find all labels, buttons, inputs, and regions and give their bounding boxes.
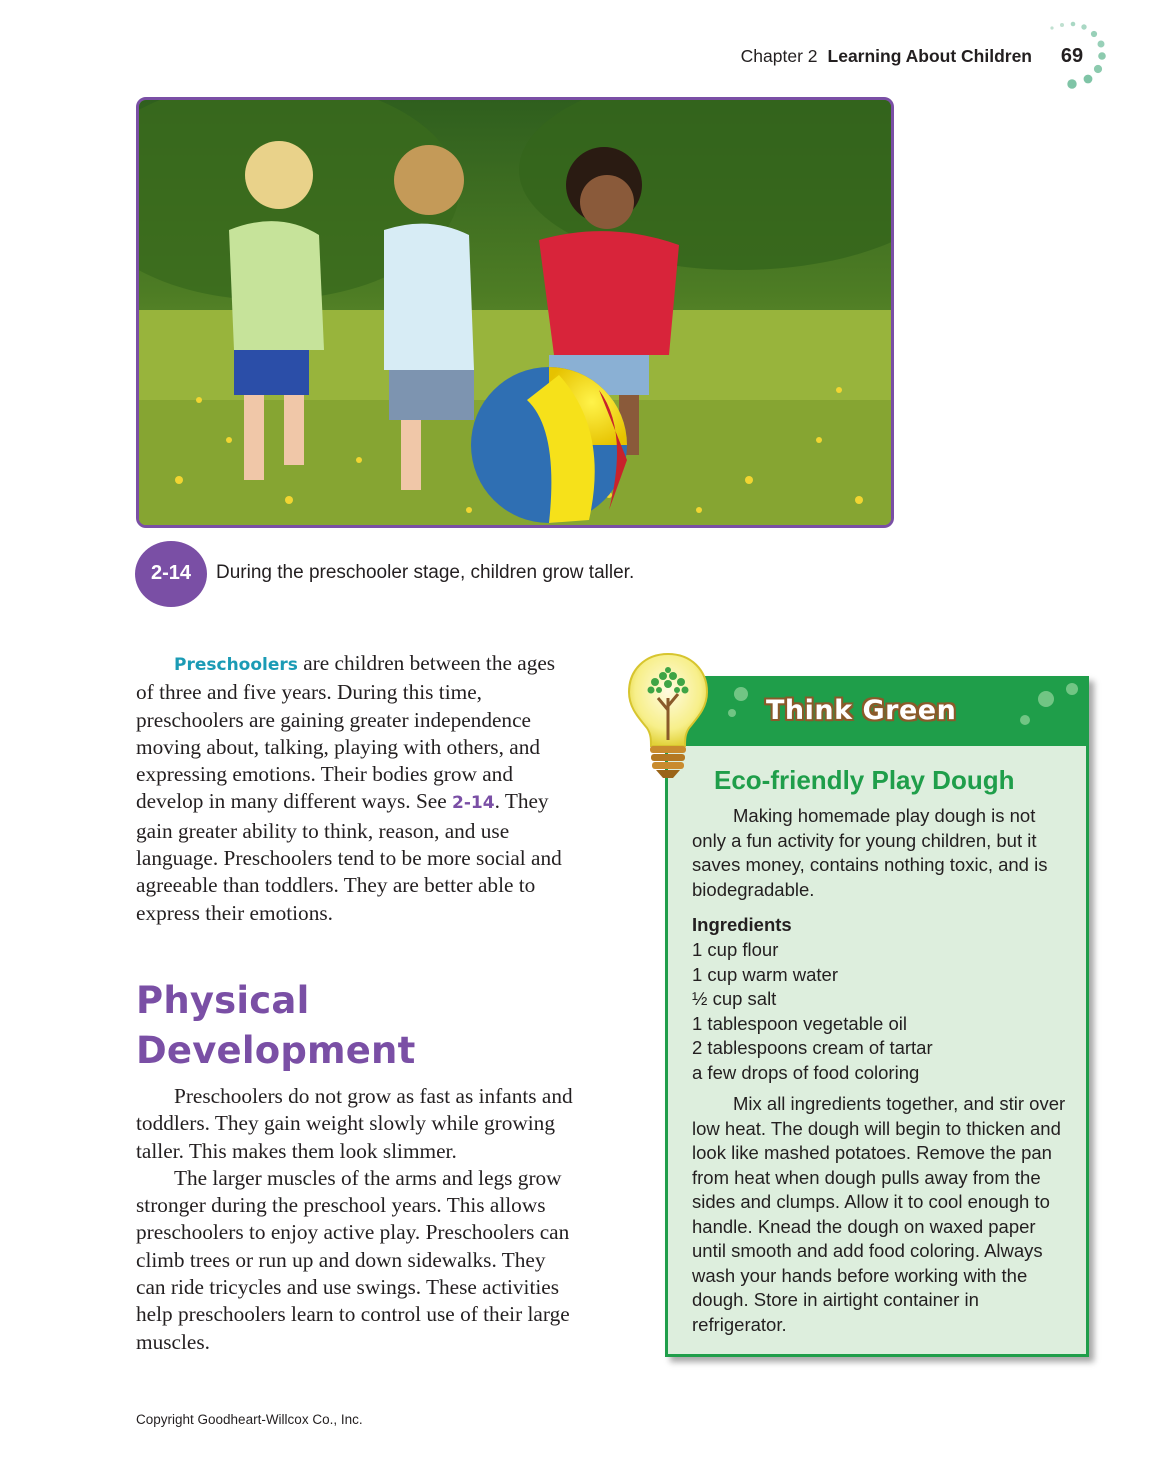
decorative-bubble [1020, 715, 1030, 725]
section-heading-line2: Development [136, 1029, 416, 1072]
ingredient-item: 1 cup warm water [692, 963, 838, 985]
ingredient-item: ½ cup salt [692, 988, 777, 1010]
ingredient-item: a few drops of food coloring [692, 1061, 920, 1083]
page-number: 69 [1060, 45, 1084, 67]
sidebar-intro-paragraph: Making homemade play dough is not only a fun activity for young children, but it saves money, contains nothing toxic, and is biodegradable. [692, 805, 1048, 900]
decorative-dot-ring [1040, 18, 1110, 98]
section-paragraph: The larger muscles of the arms and legs grow stronger during the preschool years. This allows preschoolers to enjoy active play. Preschoolers can climb trees or run up and down sidewalks. They can ride tricycles and use swings. These activities help preschoolers learn to control use of their large muscles. [136, 1165, 570, 1354]
section-heading [136, 976, 576, 1076]
ingredient-item: 1 cup flour [692, 939, 779, 960]
decorative-bubble [728, 709, 736, 717]
think-green-banner [668, 679, 1086, 746]
intro-paragraph [136, 650, 576, 927]
intro-text [136, 650, 576, 927]
intro-text-part1: are children between the ages of three and five years. During this time, preschoolers are gaining greater independence moving about, talking, playing with others, and expressing emotions. Their bodies grow and develop in many different ways. See [136, 651, 556, 814]
children-playing-photo [136, 97, 894, 528]
figure-number-badge [135, 541, 207, 607]
chapter-title: Learning About Children [827, 46, 1032, 66]
key-term: Preschoolers [174, 655, 298, 675]
figure-reference: 2-14 [452, 793, 495, 814]
chapter-label: Chapter 2 [740, 46, 818, 66]
photo-illustration [139, 100, 891, 525]
decorative-bubble [1038, 691, 1054, 707]
decorative-bubble [1066, 683, 1078, 695]
ingredient-item: 2 tablespoons cream of tartar [692, 1037, 933, 1059]
lightbulb-tree-icon [625, 650, 711, 782]
section-body [136, 1083, 576, 1356]
method-instructions [692, 1092, 1074, 1337]
method-paragraph: Mix all ingredients together, and stir over low heat. The dough will begin to thicken and look like mashed potatoes. Remove the pan from heat when dough pulls away from the sides and clumps. Allow it to cool enough to handle. Knead the dough on waxed paper until smooth and add food coloring. Always wash your hands before working with the dough. Store in airtight container in refrigerator. [692, 1093, 1066, 1335]
sidebar-title: Eco-friendly Play Dough [714, 765, 1015, 795]
ingredients-list [692, 938, 1074, 1086]
figure-number: 2-14 [150, 562, 192, 584]
decorative-bubble [734, 687, 748, 701]
running-header [741, 46, 1032, 72]
sidebar-intro [692, 804, 1074, 902]
intro-text-part2: . They gain greater ability to think, reason, and use language. Preschoolers tend to be more social and agreeable than toddlers. They are better able to express their emotions. [136, 789, 562, 925]
ingredient-item: 1 tablespoon vegetable oil [692, 1012, 907, 1034]
section-heading-line1: Physical [136, 979, 310, 1022]
ingredients-heading: Ingredients [692, 914, 792, 935]
think-green-label: Think Green [766, 695, 957, 726]
figure-caption: During the preschooler stage, children grow taller. [216, 562, 635, 583]
copyright-notice: Copyright Goodheart-Willcox Co., Inc. [136, 1412, 363, 1427]
section-paragraph: Preschoolers do not grow as fast as infants and toddlers. They gain weight slowly while growing taller. This makes them look slimmer. [136, 1084, 573, 1163]
